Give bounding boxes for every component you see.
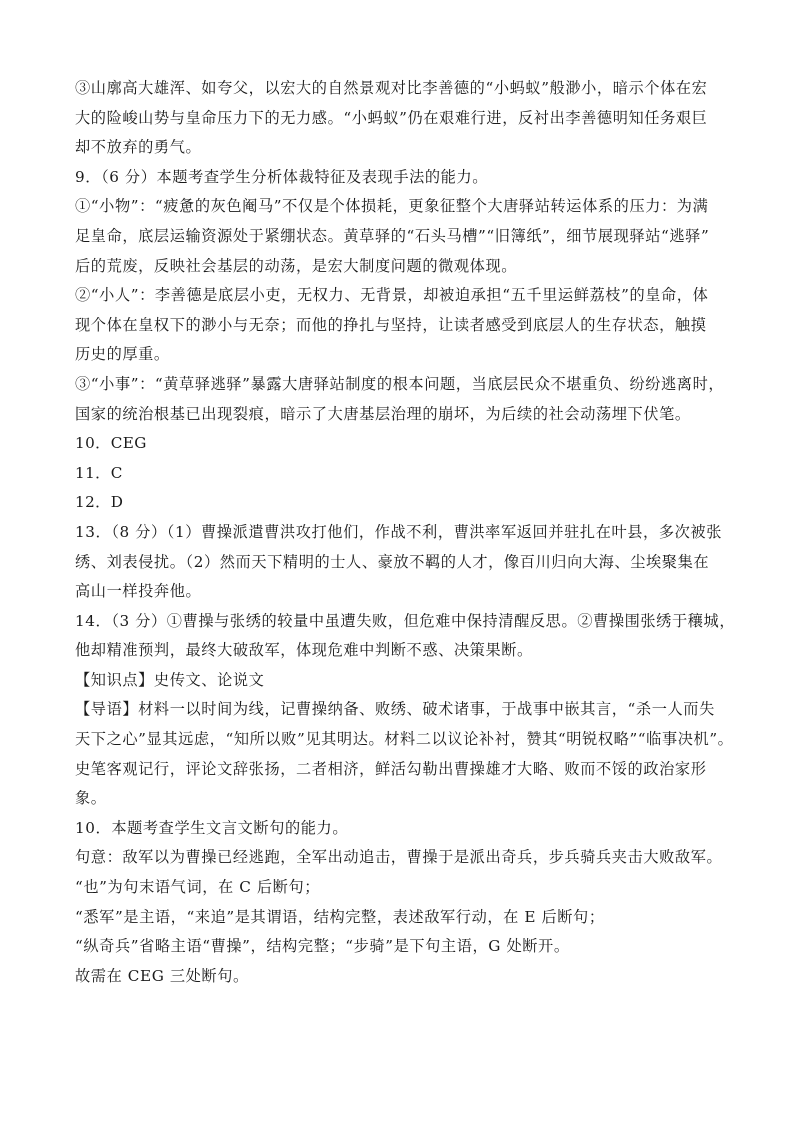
paragraph-line: 象。 [75, 789, 107, 808]
paragraph-line: 后的荒废，反映社会基层的动荡，是宏大制度问题的微观体现。 [75, 256, 518, 275]
paragraph-line: 现个体在皇权下的渺小与无奈；而他的挣扎与坚持，让读者感受到底层人的生存状态，触摸 [75, 315, 707, 334]
paragraph-line: “纵奇兵”省略主语“曹操”，结构完整；“步骑”是下句主语，G 处断开。 [75, 937, 570, 956]
paragraph-line: 故需在 CEG 三处断句。 [75, 966, 249, 985]
paragraph-line: 句意：敌军以为曹操已经逃跑，全军出动追击，曹操于是派出奇兵，步兵骑兵夹击大败敌军。 [75, 848, 723, 867]
knowledge-point-label: 【知识点】史传文、论说文 [75, 670, 265, 689]
paragraph-line: 国家的统治根基已出现裂痕，暗示了大唐基层治理的崩坏，为后续的社会动荡埋下伏笔。 [75, 404, 691, 423]
answer-14: 14．（3 分）①曹操与张绣的较量中虽遭失败，但危难中保持清醒反思。②曹操围张绣于穰城， [75, 611, 736, 630]
answer-10: 10．CEG [75, 434, 147, 453]
paragraph-line: 大的险峻山势与皇命压力下的无力感。“小蚂蚁”仍在艰难行进，反衬出李善德明知任务艰巨 [75, 108, 708, 127]
paragraph-line: 高山一样投奔他。 [75, 582, 202, 601]
question-9-heading: 9．（6 分）本题考查学生分析体裁特征及表现手法的能力。 [75, 167, 489, 186]
document-page [75, 74, 736, 991]
paragraph-line: 他却精准预判，最终大破敌军，体现危难中判断不惑、决策果断。 [75, 641, 533, 660]
paragraph-line: 却不放弃的勇气。 [75, 138, 202, 157]
paragraph-line: 历史的厚重。 [75, 345, 170, 364]
paragraph-line: 绣、刘表侵扰。（2）然而天下精明的士人、豪放不羁的人才，像百川归向大海、尘埃聚集在 [75, 552, 710, 571]
paragraph-line: ①“小物”：“疲惫的灰色阉马”不仅是个体损耗，更象征整个大唐驿站转运体系的压力：为满 [75, 197, 709, 216]
paragraph-line: 足皇命，底层运输资源处于紧绷状态。黄草驿的“石头马槽”“旧簿纸”，细节展现驿站“逃驿” [75, 226, 710, 245]
paragraph-line: “悉军”是主语，“来追”是其谓语，结构完整，表述敌军行动，在 E 后断句； [75, 907, 605, 926]
answer-12: 12．D [75, 493, 124, 512]
paragraph-line: “也”为句末语气词，在 C 后断句； [75, 878, 321, 897]
paragraph-line: 天下之心”显其远虑，“知所以败”见其明达。材料二以议论补衬，赞其“明锐权略”“临事决机”。 [75, 730, 734, 749]
paragraph-line: ③山廓高大雄浑、如夸父，以宏大的自然景观对比李善德的“小蚂蚁”般渺小，暗示个体在宏 [75, 79, 708, 97]
explanation-10-heading: 10．本题考查学生文言文断句的能力。 [75, 818, 349, 837]
paragraph-line: 史笔客观记行，评论文辞张扬，二者相济，鲜活勾勒出曹操雄才大略、败而不馁的政治家形 [75, 759, 707, 778]
answer-13: 13．（8 分）（1）曹操派遣曹洪攻打他们，作战不利，曹洪率军返回并驻扎在叶县，多次被张 [75, 522, 722, 541]
paragraph-line: ②“小人”：李善德是底层小吏，无权力、无背景，却被迫承担“五千里运鲜荔枝”的皇命，体 [75, 286, 709, 305]
guide-paragraph: 【导语】材料一以时间为线，记曹操纳备、败绣、破术诸事，于战事中嵌其言，“杀一人而失 [75, 700, 715, 719]
paragraph-line: ③“小事”：“黄草驿逃驿”暴露大唐驿站制度的根本问题，当底层民众不堪重负、纷纷逃离时， [75, 374, 725, 393]
answer-11: 11．C [75, 463, 123, 482]
